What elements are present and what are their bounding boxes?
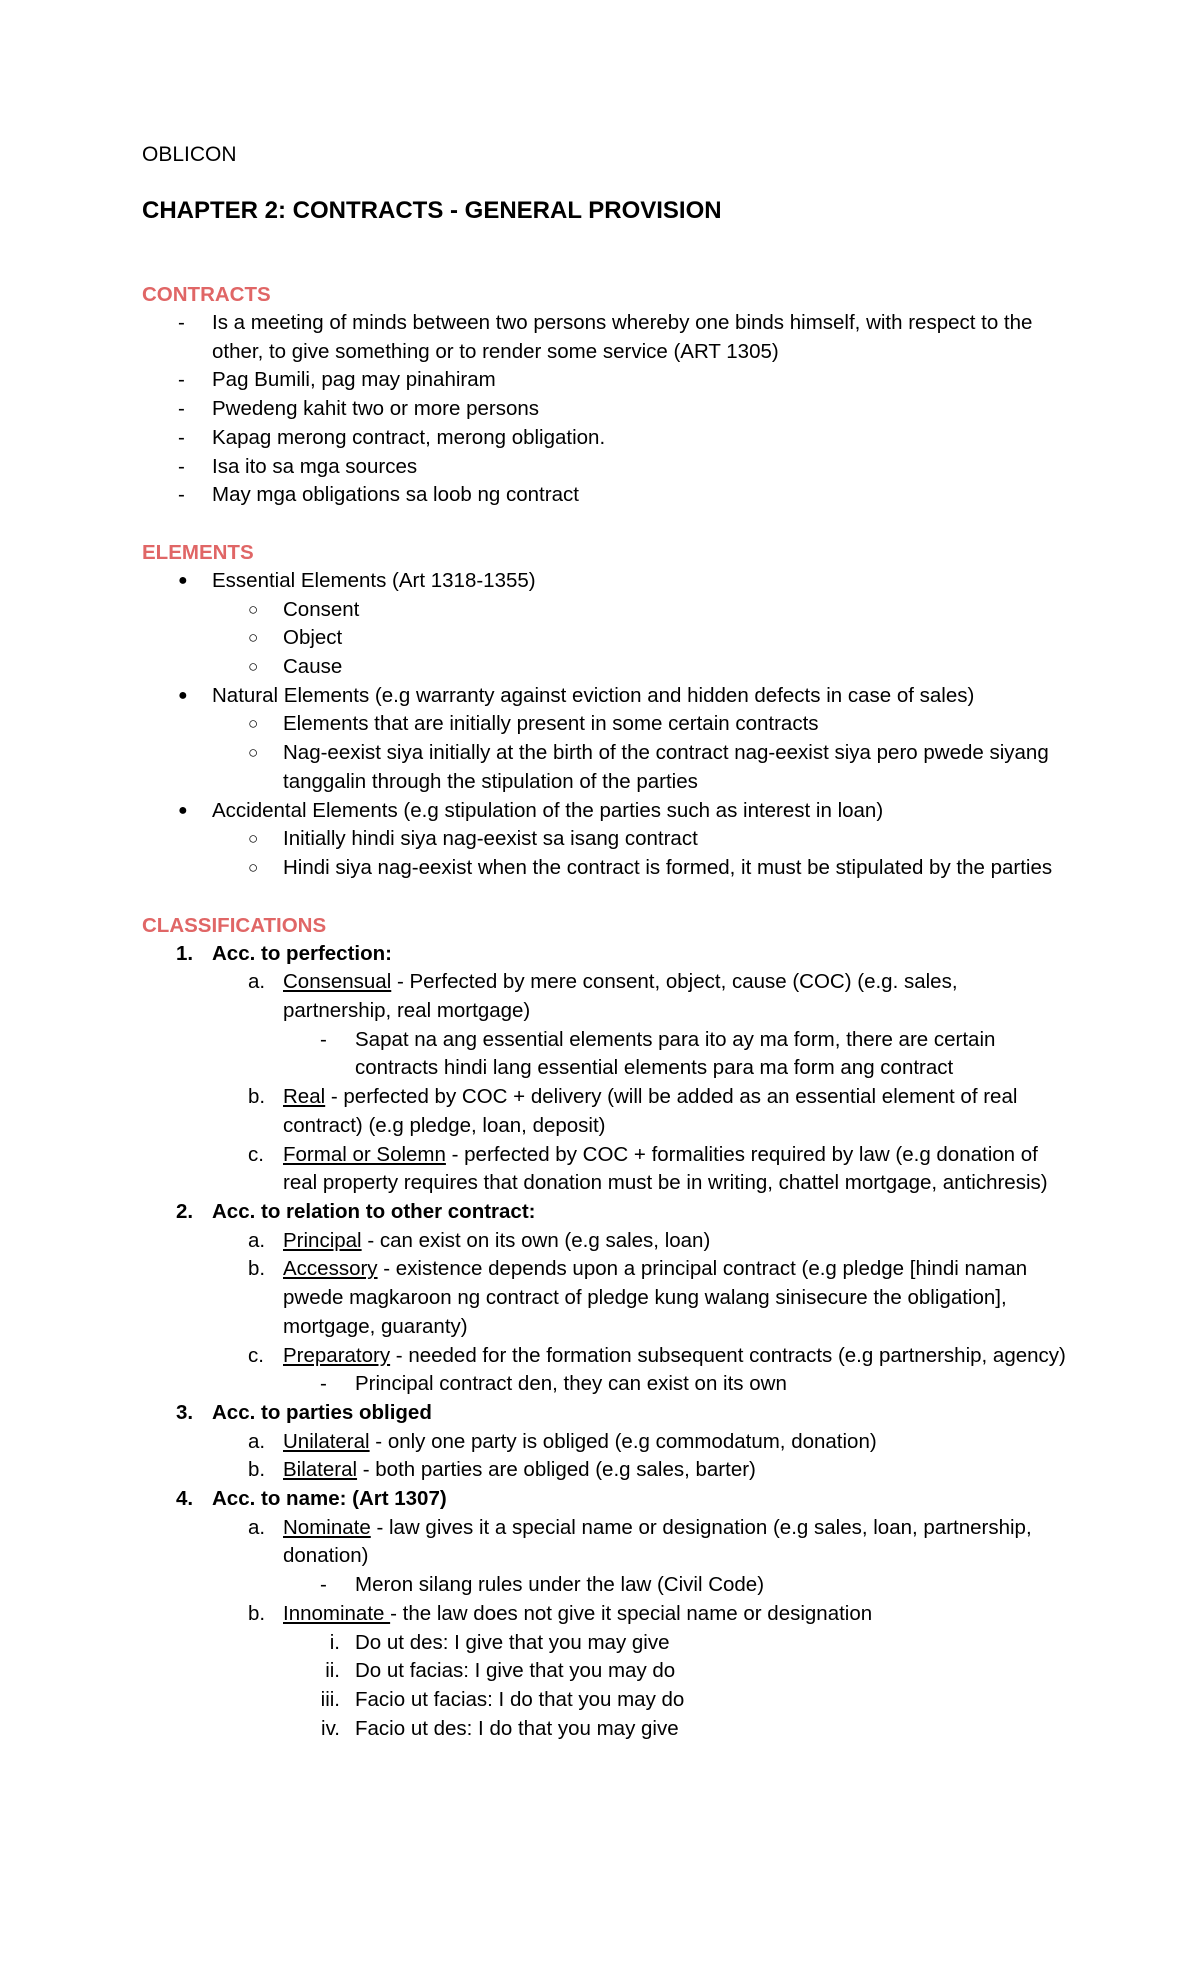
classifications-heading: CLASSIFICATIONS [142, 913, 327, 937]
contracts-section [142, 280, 1070, 510]
circle-bullet-icon: ○ [248, 857, 259, 877]
course-name: OBLICON [142, 143, 237, 166]
numbered-heading: 2. Acc. to relation to other contract: [176, 1199, 536, 1223]
circle-bullet-icon: ○ [248, 599, 259, 619]
bullet-icon: ● [178, 686, 188, 704]
term: Innominate [283, 1601, 391, 1625]
list-item: iii. Facio ut facias: I do that you may do [320, 1687, 685, 1711]
bullet-icon: ● [178, 571, 188, 589]
list-item: ○ Object [142, 624, 1070, 653]
elements-section [142, 538, 1070, 883]
term: Consensual [283, 970, 392, 994]
list-item: - Meron silang rules under the law (Civil Code) [142, 1571, 1070, 1600]
dash-marker: - [320, 1372, 327, 1396]
list-item: - Pag Bumili, pag may pinahiram [142, 366, 1070, 395]
dash-marker: - [178, 368, 185, 392]
list-item: - May mga obligations sa loob ng contract [142, 481, 1070, 510]
list-item: c. Preparatory - needed for the formation subsequent contracts (e.g partnership, agency) [248, 1343, 1066, 1367]
list-item: c. Formal or Solemn - perfected by COC + formalities required by law (e.g donation of real property requires that donation must be in writing, chattel mortgage, antichresis) [248, 1142, 1048, 1195]
term: Formal or Solemn [283, 1142, 446, 1166]
numbered-heading: 4. Acc. to name: (Art 1307) [176, 1487, 447, 1511]
list-item: ● Natural Elements (e.g warranty against eviction and hidden defects in case of sales) [142, 682, 1070, 711]
dash-marker: - [178, 311, 185, 334]
list-item: a. Unilateral - only one party is obliged (e.g commodatum, donation) [248, 1429, 877, 1453]
list-item: b. Accessory - existence depends upon a principal contract (e.g pledge [hindi naman pwede magkaroon ng contract of pledge kung walang sinisecure the obligation], mortgage, guaranty) [248, 1257, 1028, 1338]
dash-marker: - [320, 1573, 327, 1597]
term: Unilateral [283, 1429, 370, 1453]
dash-marker: - [178, 397, 185, 421]
circle-bullet-icon: ○ [248, 829, 259, 849]
list-item: ii. Do ut facias: I give that you may do [325, 1659, 676, 1683]
contracts-heading: CONTRACTS [142, 283, 271, 306]
list-item: a. Consensual - Perfected by mere consent, object, cause (COC) (e.g. sales, partnership, real mortgage) [248, 970, 958, 1023]
term: Preparatory [283, 1343, 391, 1367]
list-item: ○ Cause [142, 653, 1070, 682]
dash-marker: - [178, 454, 185, 478]
list-item: - Kapag merong contract, merong obligation. [142, 424, 1070, 453]
list-item: ○ Initially hindi siya nag-eexist sa isang contract [142, 825, 1070, 854]
list-item: a. Principal - can exist on its own (e.g sales, loan) [248, 1228, 711, 1252]
circle-bullet-icon: ○ [248, 657, 259, 677]
term: Principal [283, 1228, 362, 1252]
list-item: ● Accidental Elements (e.g stipulation of the parties such as interest in loan) [142, 797, 1070, 826]
term: Real [283, 1085, 326, 1109]
list-item: ● Essential Elements (Art 1318-1355) [142, 567, 1070, 596]
list-item: - Principal contract den, they can exist on its own [142, 1370, 1070, 1399]
numbered-heading: 1. Acc. to perfection: [176, 941, 392, 965]
list-item: ○ Consent [142, 596, 1070, 625]
list-item: b. Innominate - the law does not give it special name or designation [248, 1601, 873, 1625]
list-item: a. Nominate - law gives it a special name or designation (e.g sales, loan, partnership, donation) [248, 1515, 1032, 1568]
circle-bullet-icon: ○ [248, 714, 259, 734]
dash-marker: - [178, 425, 185, 449]
list-item: b. Bilateral - both parties are obliged (e.g sales, barter) [248, 1458, 756, 1482]
list-item: ○ Elements that are initially present in some certain contracts [142, 710, 1070, 739]
list-item: - Sapat na ang essential elements para ito ay ma form, there are certain contracts hindi lang essential elements para ma form ang contract [320, 1027, 996, 1080]
elements-heading: ELEMENTS [142, 540, 254, 564]
bullet-icon: ● [178, 801, 188, 819]
list-item: ○ Nag-eexist siya initially at the birth of the contract nag-eexist siya pero pwede siyang tanggalin through the stipulation of the parties [248, 741, 1049, 793]
list-item: - Is a meeting of minds between two persons whereby one binds himself, with respect to the other, to give something or to render some service (ART 1305) [178, 311, 1033, 363]
dash-marker: - [320, 1027, 327, 1051]
circle-bullet-icon: ○ [248, 628, 259, 648]
list-item: iv. Facio ut des: I do that you may give [321, 1716, 679, 1740]
list-item: i. Do ut des: I give that you may give [329, 1630, 670, 1654]
term: Bilateral [283, 1458, 358, 1482]
circle-bullet-icon: ○ [248, 743, 259, 763]
term: Nominate [283, 1515, 371, 1539]
list-item: - Pwedeng kahit two or more persons [142, 395, 1070, 424]
list-item: - Isa ito sa mga sources [142, 453, 1070, 482]
dash-marker: - [178, 483, 185, 507]
list-item: b. Real - perfected by COC + delivery (will be added as an essential element of real contract) (e.g pledge, loan, deposit) [248, 1085, 1018, 1137]
list-item: ○ Hindi siya nag-eexist when the contract is formed, it must be stipulated by the parties [142, 854, 1070, 883]
classifications-section [142, 911, 1070, 1744]
numbered-heading: 3. Acc. to parties obliged [176, 1400, 432, 1424]
chapter-title: CHAPTER 2: CONTRACTS - GENERAL PROVISION [142, 197, 722, 224]
term: Accessory [283, 1257, 378, 1281]
